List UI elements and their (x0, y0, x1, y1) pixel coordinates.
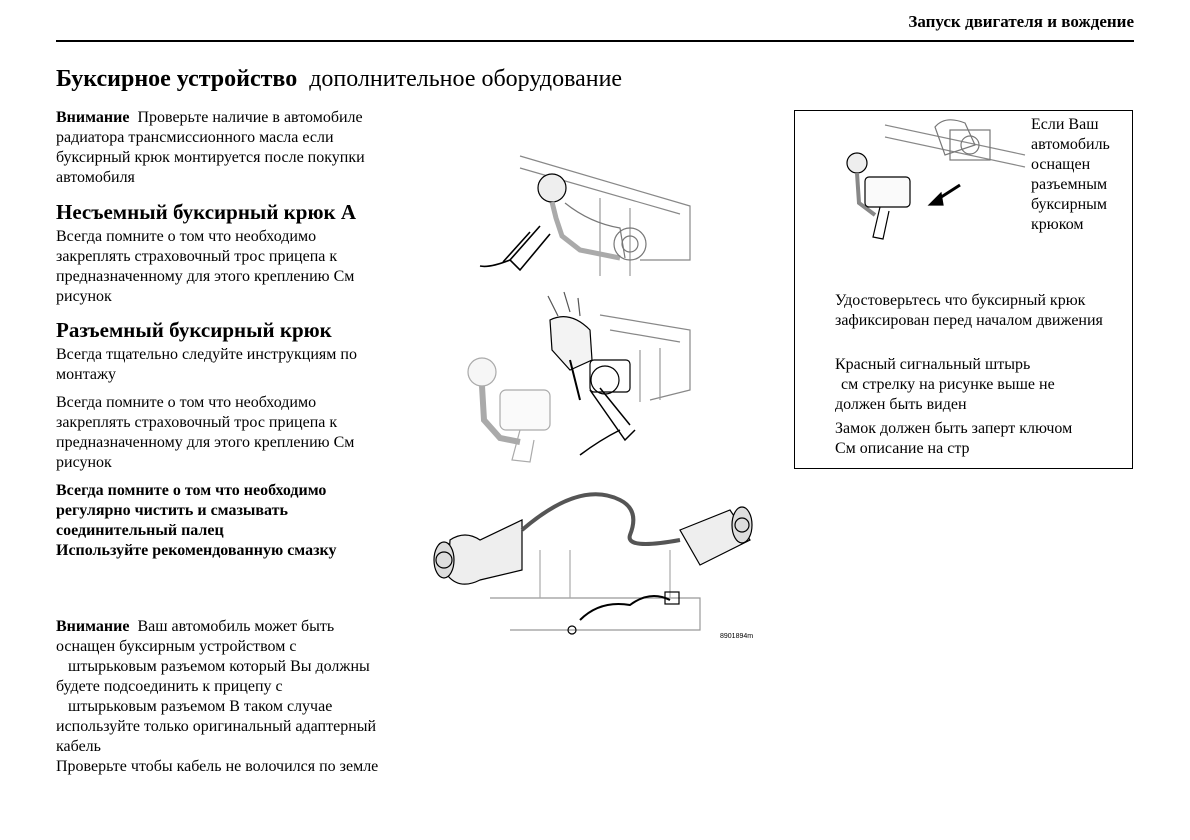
notice-2-line-3: штырьковым разъемом В таком случае используйте только оригинальный адаптерный кабель (56, 698, 377, 755)
figure-code: 8901894m (720, 633, 754, 640)
fixed-towbar-illustration (470, 148, 700, 276)
box-caption: Если Ваш автомобиль оснащен разъемным буксирным крюком (1031, 116, 1110, 233)
box-text-3: см стрелку на рисунке выше не должен быть виден (835, 376, 1055, 413)
lubrication-notice-line-1: Всегда помните о том что необходимо регулярно чистить и смазывать соединительный палец (56, 482, 327, 539)
box-text-2: Красный сигнальный штырь (835, 356, 1031, 373)
box-text-4: Замок должен быть заперт ключом (835, 420, 1073, 437)
notice-transmission-cooler (56, 108, 386, 188)
removable-hook-text-1: Всегда тщательно следуйте инструкциям по монтажу (56, 346, 357, 383)
removable-hook-heading: Разъемный буксирный крюк (56, 318, 332, 342)
page-title-suffix: дополнительное оборудование (309, 66, 623, 92)
notice-adapter-cable (56, 617, 396, 777)
page-title-main: Буксирное устройство (56, 66, 298, 92)
notice-2-label: Внимание (56, 618, 130, 635)
notice-text: Проверьте наличие в автомобиле радиатора трансмиссионного масла если буксирный крюк монтируется после покупки автомобиля (56, 109, 365, 186)
notice-2-line-1: Ваш автомобиль может быть оснащен буксирным устройством с (56, 618, 335, 655)
box-text-1: Удостоверьтесь что буксирный крюк зафиксирован перед началом движения (835, 292, 1103, 329)
box-text-5: См описание на стр (835, 440, 970, 457)
removable-hook-notice-box (794, 110, 1133, 469)
removable-towbar-illustration (460, 290, 700, 465)
notice-2-line-4: Проверьте чтобы кабель не волочился по земле (56, 758, 379, 775)
lubrication-notice-line-2: Используйте рекомендованную смазку (56, 542, 337, 559)
notice-label: Внимание (56, 109, 130, 126)
hook-lock-indicator-illustration (825, 115, 1030, 243)
page-title (56, 66, 622, 93)
fixed-hook-heading: Несъемный буксирный крюк А (56, 200, 357, 224)
header-rule (56, 40, 1134, 42)
running-header: Запуск двигателя и вождение (908, 12, 1134, 31)
notice-2-line-2: штырьковым разъемом который Вы должны будете подсоединить к прицепу с (56, 658, 370, 695)
fixed-hook-text: Всегда помните о том что необходимо закреплять страховочный трос прицепа к предназначенному для этого креплению См рисунок (56, 228, 355, 305)
adapter-cable-illustration (430, 480, 775, 645)
removable-hook-text-2: Всегда помните о том что необходимо закреплять страховочный трос прицепа к предназначенному для этого креплению См рисунок (56, 394, 355, 471)
lubrication-notice (56, 481, 376, 561)
